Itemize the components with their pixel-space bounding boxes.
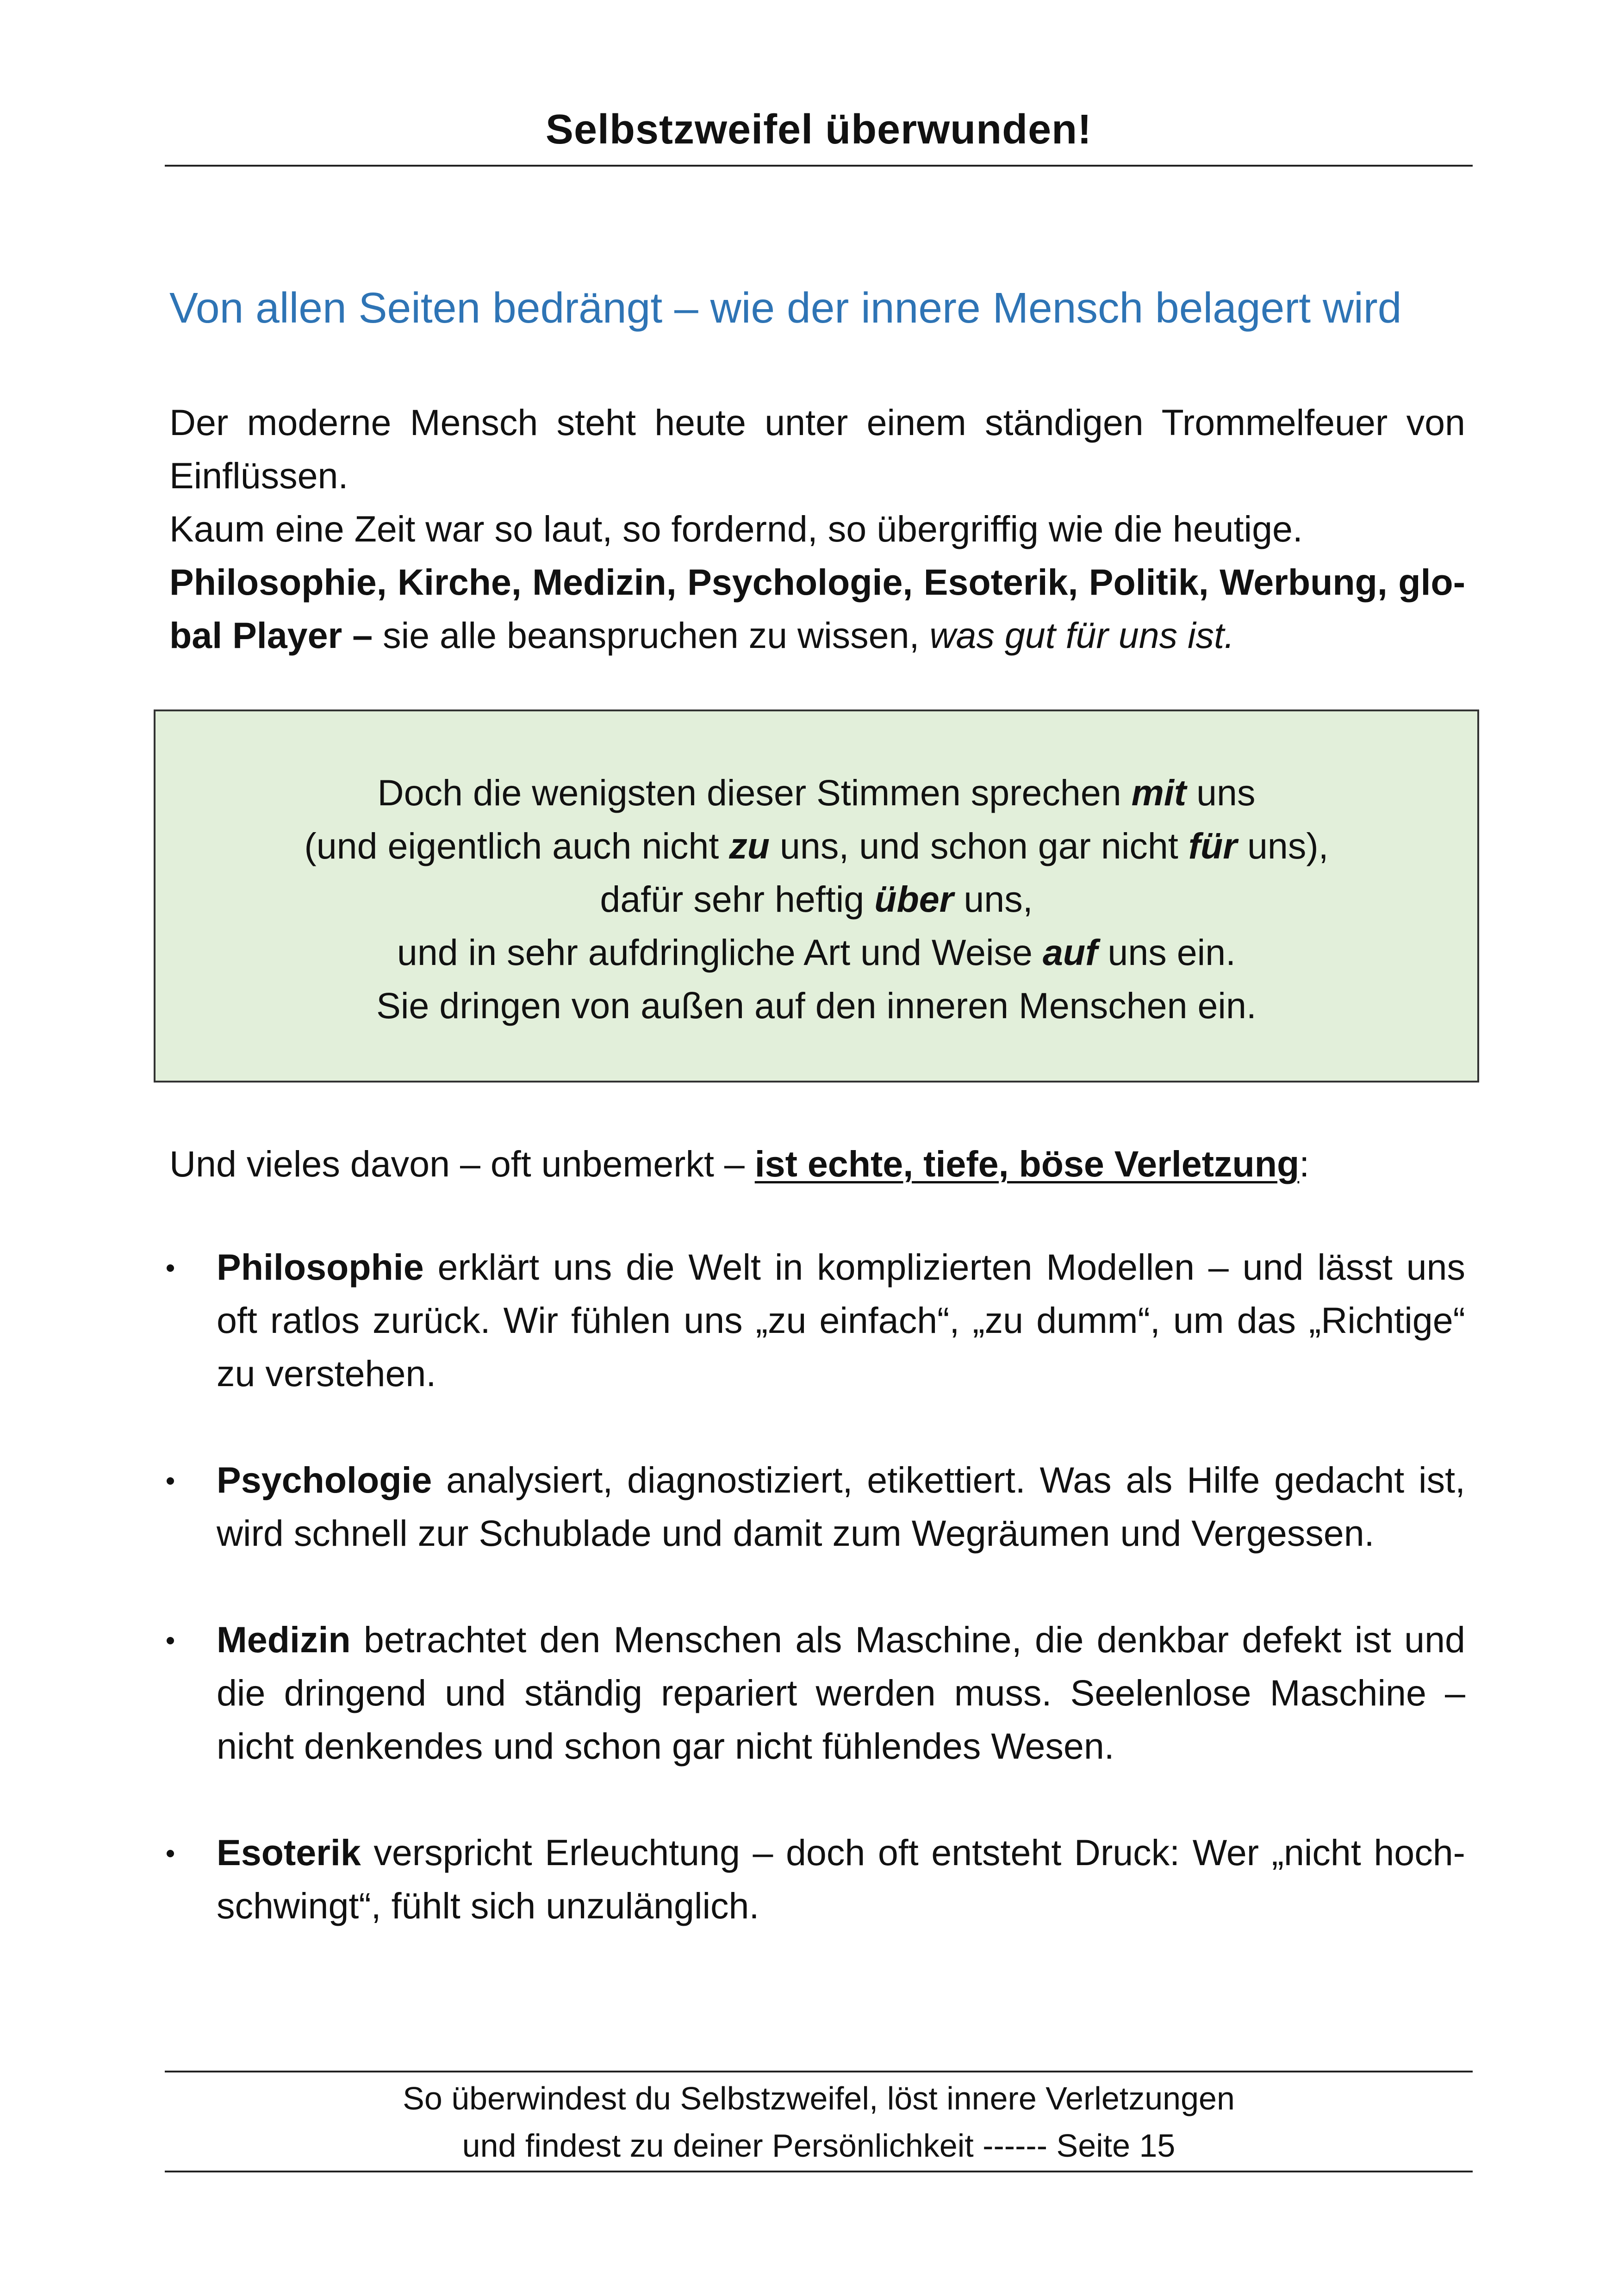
callout-text-run: uns	[1186, 772, 1256, 813]
callout-text-run: (und eigentlich auch nicht	[304, 825, 729, 866]
intro-paragraph-3-text: sie alle beanspruchen zu wissen,	[373, 615, 930, 656]
page-footer	[165, 2075, 1473, 2169]
callout-line-3	[156, 872, 1477, 926]
intro-bold-list: Philosophie, Kirche, Medizin, Psychologie, Esoterik, Politik, Werbung, global Player –	[169, 561, 1465, 656]
list-item-text: analysiert, diagnostiziert, etikettiert. Was als Hilfe gedacht ist, wird schnell zur Schublade und damit zum Wegräumen und Vergessen.	[217, 1459, 1465, 1554]
lead-sentence	[169, 1137, 1465, 1190]
callout-emphasis: mit	[1131, 772, 1187, 813]
callout-text-run: uns ein.	[1097, 932, 1236, 973]
page-header	[165, 100, 1473, 160]
callout-emphasis: für	[1188, 825, 1238, 866]
intro-paragraph-3	[169, 555, 1465, 662]
list-item	[165, 1613, 1465, 1773]
bullet-icon	[167, 1477, 174, 1485]
list-item-term: Psychologie	[217, 1459, 432, 1500]
bullet-icon	[167, 1264, 174, 1272]
list-item	[165, 1826, 1465, 1932]
callout-text-run: dafür sehr heftig	[600, 878, 875, 920]
header-divider	[165, 165, 1473, 167]
bullet-icon	[167, 1850, 174, 1857]
lead-text: Und vieles davon – oft unbemerkt –	[169, 1143, 755, 1184]
callout-emphasis: auf	[1042, 932, 1098, 973]
callout-line-1	[156, 766, 1477, 819]
callout-text-run: Doch die wenigsten dieser Stimmen sprechen	[377, 772, 1132, 813]
footer-line-2: und findest zu deiner Persönlichkeit ------ Seite 15	[462, 2128, 1176, 2164]
intro-italic: was gut für uns ist.	[929, 615, 1235, 656]
list-item-term: Philosophie	[217, 1246, 424, 1288]
callout-text-run: und in sehr aufdringliche Art und Weise	[397, 932, 1043, 973]
footer-divider-top	[165, 2071, 1473, 2072]
title-part-2: überwunden!	[825, 106, 1092, 153]
list-item-text: verspricht Erleuchtung – doch oft entsteht Druck: Wer „nicht hoch-schwingt“, fühlt sich unzulänglich.	[217, 1832, 1465, 1926]
callout-text-run: uns, und schon gar nicht	[770, 825, 1189, 866]
footer-line-1: So überwindest du Selbstzweifel, löst innere Verletzungen	[403, 2080, 1235, 2116]
document-title	[165, 100, 1473, 160]
list-item-text: erklärt uns die Welt in komplizierten Modellen – und lässt uns oft ratlos zurück. Wir fühlen uns „zu einfach“, „zu dumm“, um das „Richtige“ zu verstehen.	[217, 1246, 1465, 1394]
lead-colon: :	[1299, 1143, 1310, 1184]
intro-paragraph-1: Der moderne Mensch steht heute unter einem ständigen Trommelfeuer von Einflüssen.	[169, 402, 1465, 496]
callout-box	[154, 709, 1479, 1083]
callout-text-run: uns,	[953, 878, 1033, 920]
list-item	[165, 1240, 1465, 1400]
list-item	[165, 1453, 1465, 1560]
bullet-list	[165, 1240, 1465, 1985]
callout-text-run: uns),	[1237, 825, 1329, 866]
callout-line-4	[156, 926, 1477, 979]
footer-divider-bottom	[165, 2171, 1473, 2172]
callout-line-2	[156, 819, 1477, 872]
callout-line-5: Sie dringen von außen auf den inneren Menschen ein.	[376, 985, 1257, 1026]
bullet-icon	[167, 1637, 174, 1644]
intro-text	[169, 396, 1465, 662]
list-item-term: Medizin	[217, 1619, 351, 1660]
callout-text	[156, 766, 1477, 1032]
intro-paragraph-2: Kaum eine Zeit war so laut, so fordernd, so übergriffig wie die heutige.	[169, 508, 1303, 549]
list-item-term: Esoterik	[217, 1832, 361, 1873]
callout-emphasis: über	[874, 878, 954, 920]
lead-emphasis: ist echte, tiefe, böse Verletzung	[754, 1143, 1300, 1184]
section-heading: Von allen Seiten bedrängt – wie der innere Mensch belagert wird	[169, 284, 1402, 332]
title-part-1: Selbstzweifel	[545, 106, 826, 153]
list-item-text: betrachtet den Menschen als Maschine, die denkbar defekt ist und die dringend und ständig repariert werden muss. Seelenlose Maschine – nicht denkendes und schon gar nicht fühlendes Wesen.	[217, 1619, 1465, 1767]
callout-emphasis: zu	[729, 825, 770, 866]
